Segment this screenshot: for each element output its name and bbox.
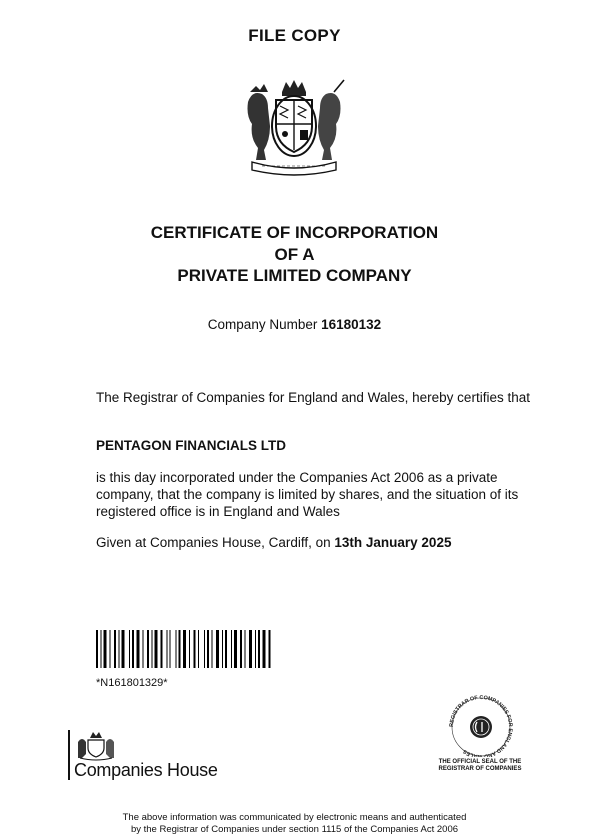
company-number-value: 16180132 — [321, 317, 382, 332]
seal-caption — [425, 759, 535, 773]
footer-line-2: by the Registrar of Companies under section 1115 of the Companies Act 2006 — [130, 824, 459, 835]
given-at-line — [96, 534, 541, 551]
file-copy-heading: FILE COPY — [248, 26, 341, 45]
company-name: PENTAGON FINANCIALS LTD — [96, 438, 286, 453]
title-line-3: PRIVATE LIMITED COMPANY — [177, 266, 412, 285]
seal-caption-line-2: REGISTRAR OF COMPANIES — [438, 766, 522, 772]
seal-caption-line-1: THE OFFICIAL SEAL OF THE — [438, 759, 522, 765]
registrar-statement: The Registrar of Companies for England and Wales, hereby certifies that — [96, 390, 530, 405]
incorporation-statement: is this day incorporated under the Companies Act 2006 as a private company, that the company is limited by shares, and the situation of its registered office is in England and Wales — [96, 470, 519, 519]
companies-house-logo-text: Companies House — [74, 760, 218, 780]
registrar-seal-icon — [437, 695, 525, 757]
title-line-2: OF A — [274, 244, 315, 264]
seal-ring-text: REGISTRAR OF COMPANIES FOR ENGLAND AND WALES — [448, 695, 514, 757]
barcode-text: *N161801329* — [96, 677, 168, 689]
royal-coat-of-arms-icon — [238, 78, 350, 176]
company-number-line — [0, 317, 589, 332]
given-at-text: Given at Companies House, Cardiff, on — [96, 535, 331, 550]
footer-line-1: The above information was communicated by electronic means and authenticated — [122, 812, 467, 823]
company-number-label: Company Number — [207, 317, 318, 332]
certificate-title — [0, 222, 589, 287]
barcode-icon — [96, 630, 320, 668]
authentication-footer — [0, 812, 589, 836]
incorporation-date: 13th January 2025 — [334, 535, 452, 550]
title-line-1: CERTIFICATE OF INCORPORATION — [150, 223, 439, 242]
